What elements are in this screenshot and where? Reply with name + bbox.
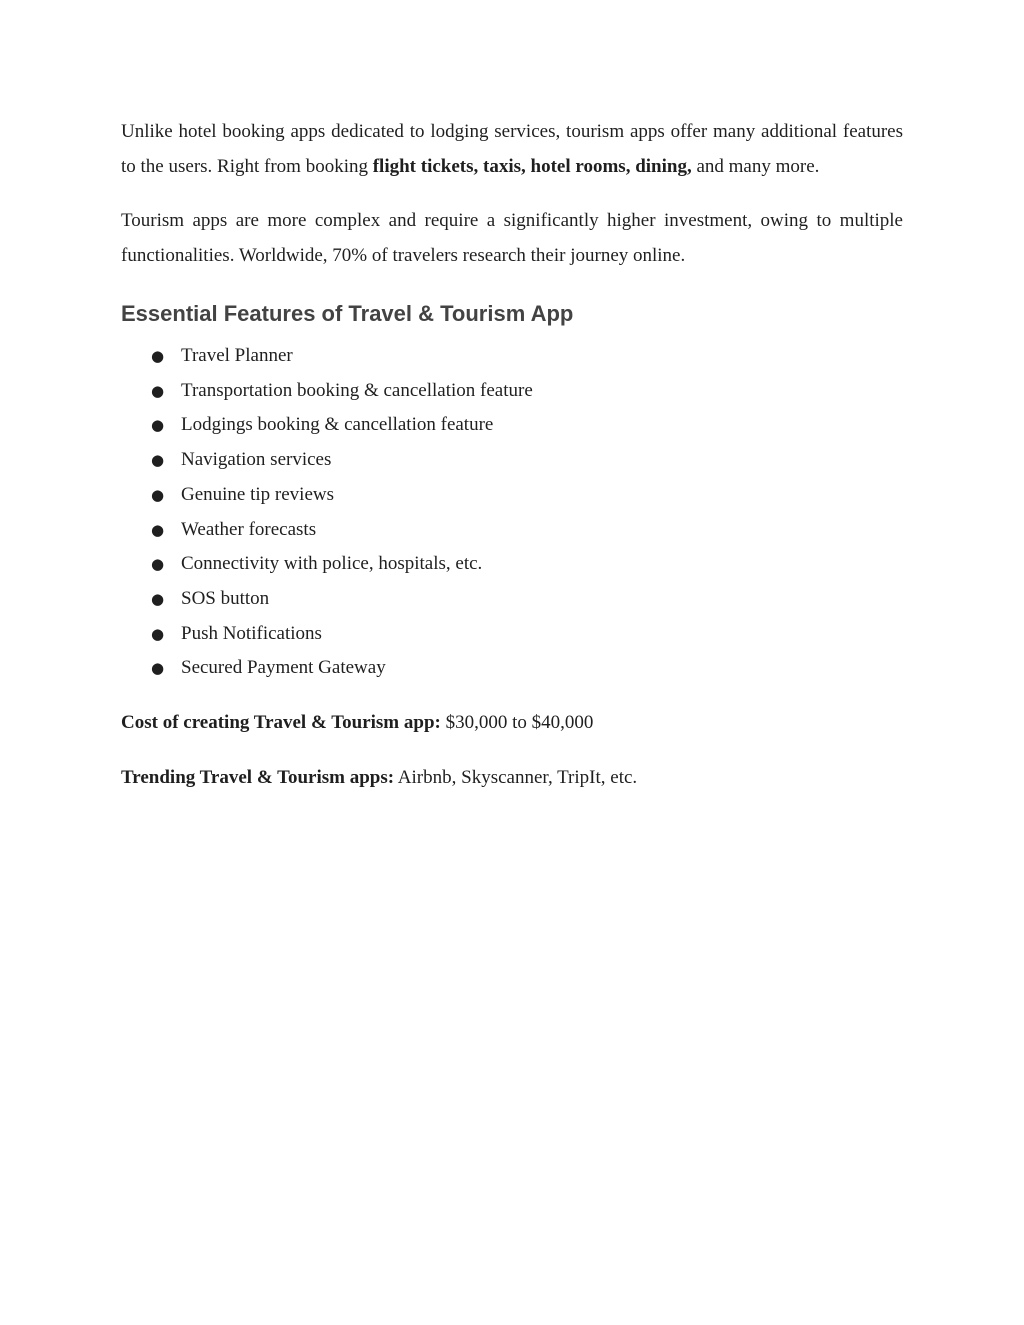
list-item: [121, 582, 903, 617]
list-item: [121, 547, 903, 582]
trending-value: Airbnb, Skyscanner, TripIt, etc.: [394, 767, 638, 789]
intro-text-start: Unlike hotel booking apps dedicated to lodging services, tourism apps offer many additional features to the users. Right from booking: [121, 121, 903, 177]
feature-label: Genuine tip reviews: [181, 483, 335, 505]
intro-bold-services: flight tickets, taxis, hotel rooms, dining,: [372, 156, 692, 177]
list-item: [121, 408, 903, 443]
bullet-icon: ●: [151, 381, 165, 400]
intro-paragraph-1: [121, 114, 903, 184]
intro-paragraph-2: Tourism apps are more complex and require a significantly higher investment, owing to multiple functionalities. Worldwide, 70% of travelers research their journey online.: [121, 210, 903, 266]
trending-label: Trending Travel & Tourism apps:: [121, 767, 395, 789]
bullet-icon: ●: [151, 624, 165, 643]
list-item: [121, 339, 903, 374]
feature-label: Connectivity with police, hospitals, etc.: [181, 553, 483, 575]
trending-line: [121, 760, 903, 795]
section-heading: Essential Features of Travel & Tourism App: [121, 301, 574, 326]
feature-label: Push Notifications: [181, 622, 322, 644]
feature-label: Travel Planner: [181, 345, 293, 366]
bullet-icon: ●: [151, 589, 165, 608]
feature-label: Navigation services: [181, 449, 332, 471]
list-item: [121, 478, 903, 513]
bullet-icon: ●: [151, 347, 165, 365]
feature-label: Lodgings booking & cancellation feature: [181, 414, 494, 436]
feature-label: Weather forecasts: [181, 518, 317, 540]
bullet-icon: ●: [151, 416, 165, 435]
feature-label: Transportation booking & cancellation feature: [181, 379, 533, 401]
bullet-icon: ●: [151, 555, 165, 574]
feature-label: Secured Payment Gateway: [181, 657, 386, 679]
list-item: [121, 513, 903, 548]
list-item: [121, 651, 903, 686]
features-list: [121, 339, 903, 686]
list-item: [121, 443, 903, 478]
cost-line: [121, 705, 903, 740]
intro-text-end: and many more.: [691, 156, 820, 177]
cost-value: $30,000 to $40,000: [440, 712, 594, 734]
bullet-icon: ●: [151, 451, 165, 470]
list-item: [121, 617, 903, 652]
bullet-icon: ●: [151, 659, 165, 678]
list-item: [121, 374, 903, 409]
document-page: [121, 114, 903, 795]
bullet-icon: ●: [151, 520, 165, 539]
cost-label: Cost of creating Travel & Tourism app:: [121, 712, 441, 734]
feature-label: SOS button: [181, 587, 270, 609]
bullet-icon: ●: [151, 485, 165, 504]
